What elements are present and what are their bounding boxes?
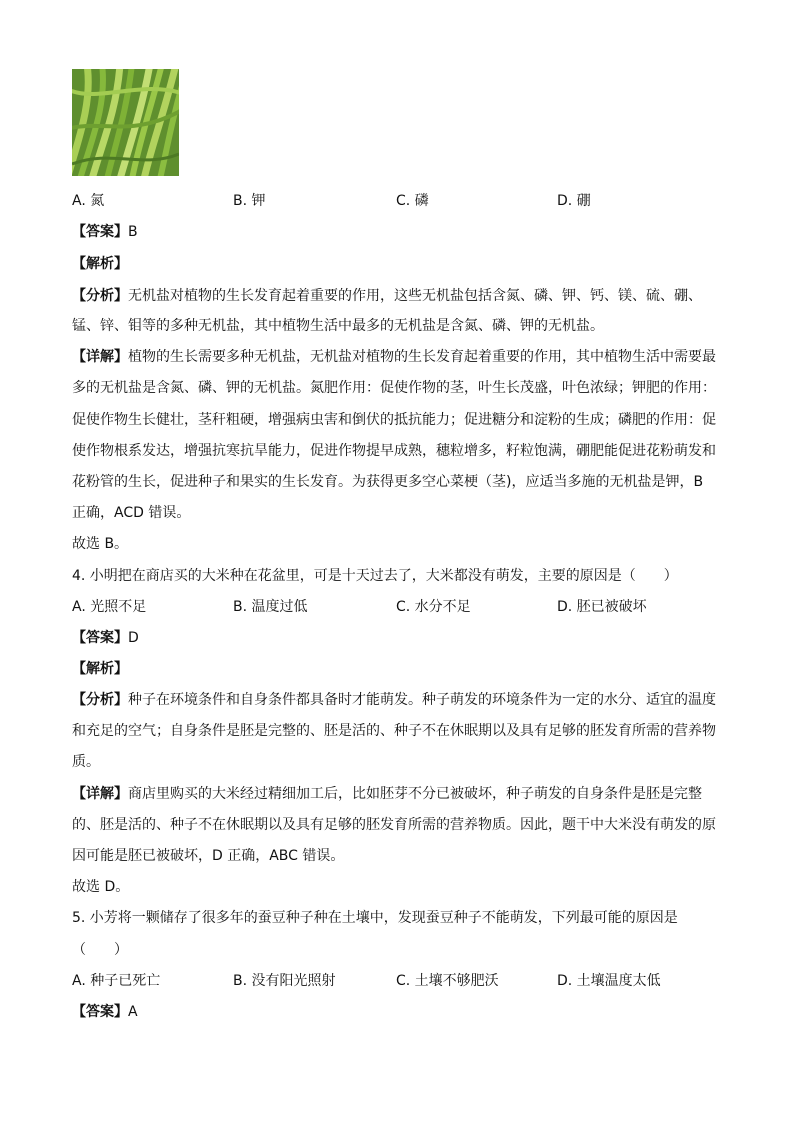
q5-option-a: A. 种子已死亡: [72, 973, 161, 989]
q3-xiangjie-line-2: 多的无机盐是含氮、磷、钾的无机盐。氮肥作用：促使作物的茎，叶生长茂盛，叶色浓绿；钾肥的作用：: [72, 380, 716, 396]
q4-xiangjie-text-1: 商店里购买的大米经过精细加工后，比如胚芽不分已被破坏，种子萌发的自身条件是胚是完整: [128, 786, 702, 802]
q3-xiangjie-tag: 【详解】: [72, 349, 128, 365]
q5-question-line-2: （ ）: [72, 942, 128, 958]
q5-option-c: C. 土壤不够肥沃: [396, 973, 499, 989]
q4-fenxi-tag: 【分析】: [72, 692, 128, 708]
q3-answer-tag: 【答案】: [72, 224, 128, 240]
q3-xiangjie-line-5: 花粉管的生长，促进种子和果实的生长发育。为获得更多空心菜梗（茎)，应适当多施的无机盐是钾，B: [72, 474, 704, 490]
q3-option-d: D. 硼: [557, 193, 591, 209]
q4-answer-line: [72, 628, 139, 648]
q4-answer-tag: 【答案】: [72, 630, 128, 646]
q3-xiangjie-line-3: 促使作物生长健壮，茎秆粗硬，增强病虫害和倒伏的抵抗能力；促进糖分和淀粉的生成；磷肥的作用：促: [72, 412, 716, 428]
q4-fenxi-line-2: 和充足的空气；自身条件是胚是完整的、胚是活的、种子不在休眠期以及具有足够的胚发育所需的营养物: [72, 723, 716, 739]
q3-xiangjie-line-4: 使作物根系发达，增强抗寒抗旱能力，促进作物提早成熟，穗粒增多，籽粒饱满，硼肥能促进花粉萌发和: [72, 443, 716, 459]
stems-illustration: [72, 69, 179, 176]
q3-xiangjie-text-1: 植物的生长需要多种无机盐，无机盐对植物的生长发育起着重要的作用，其中植物生活中需要最: [128, 349, 716, 365]
q4-xiangjie-line-1: [72, 784, 702, 804]
q4-fenxi-text-1: 种子在环境条件和自身条件都具备时才能萌发。种子萌发的环境条件为一定的水分、适宜的温度: [128, 692, 716, 708]
q5-answer: A: [128, 1004, 138, 1020]
q3-fenxi-line-1: [72, 286, 702, 306]
q4-conclusion: 故选 D。: [72, 879, 130, 895]
q4-analysis-heading: 【解析】: [72, 661, 128, 677]
q4-option-a: A. 光照不足: [72, 599, 147, 615]
q3-xiangjie-line-6: 正确，ACD 错误。: [72, 505, 191, 521]
q3-option-c: C. 磷: [396, 193, 429, 209]
q4-fenxi-line-1: [72, 690, 716, 710]
q3-answer-line: [72, 222, 138, 242]
q3-conclusion: 故选 B。: [72, 536, 129, 552]
q4-xiangjie-line-3: 因可能是胚已被破坏，D 正确，ABC 错误。: [72, 848, 345, 864]
water-spinach-stems-image: [72, 69, 179, 176]
q3-answer: B: [128, 224, 138, 240]
q4-xiangjie-line-2: 的、胚是活的、种子不在休眠期以及具有足够的胚发育所需的营养物质。因此，题干中大米没有萌发的原: [72, 817, 716, 833]
q3-fenxi-line-2: 锰、锌、钼等的多种无机盐，其中植物生活中最多的无机盐是含氮、磷、钾的无机盐。: [72, 318, 604, 334]
q3-option-b: B. 钾: [233, 193, 266, 209]
q3-analysis-heading: 【解析】: [72, 256, 128, 272]
q3-option-a: A. 氮: [72, 193, 105, 209]
q5-option-d: D. 土壤温度太低: [557, 973, 661, 989]
q3-fenxi-tag: 【分析】: [72, 288, 128, 304]
q3-xiangjie-line-1: [72, 347, 716, 367]
q4-option-d: D. 胚已被破坏: [557, 599, 647, 615]
q5-answer-tag: 【答案】: [72, 1004, 128, 1020]
q4-xiangjie-tag: 【详解】: [72, 786, 128, 802]
q5-option-b: B. 没有阳光照射: [233, 973, 336, 989]
q4-fenxi-line-3: 质。: [72, 754, 100, 770]
q4-question: 4. 小明把在商店买的大米种在花盆里，可是十天过去了，大米都没有萌发，主要的原因是（ ）: [72, 568, 678, 584]
q4-option-c: C. 水分不足: [396, 599, 471, 615]
q5-answer-line: [72, 1002, 138, 1022]
q4-option-b: B. 温度过低: [233, 599, 308, 615]
q3-fenxi-text-1: 无机盐对植物的生长发育起着重要的作用，这些无机盐包括含氮、磷、钾、钙、镁、硫、硼、: [128, 288, 702, 304]
q4-answer: D: [128, 630, 139, 646]
q5-question-line-1: 5. 小芳将一颗储存了很多年的蚕豆种子种在土壤中，发现蚕豆种子不能萌发，下列最可能的原因是: [72, 910, 678, 926]
